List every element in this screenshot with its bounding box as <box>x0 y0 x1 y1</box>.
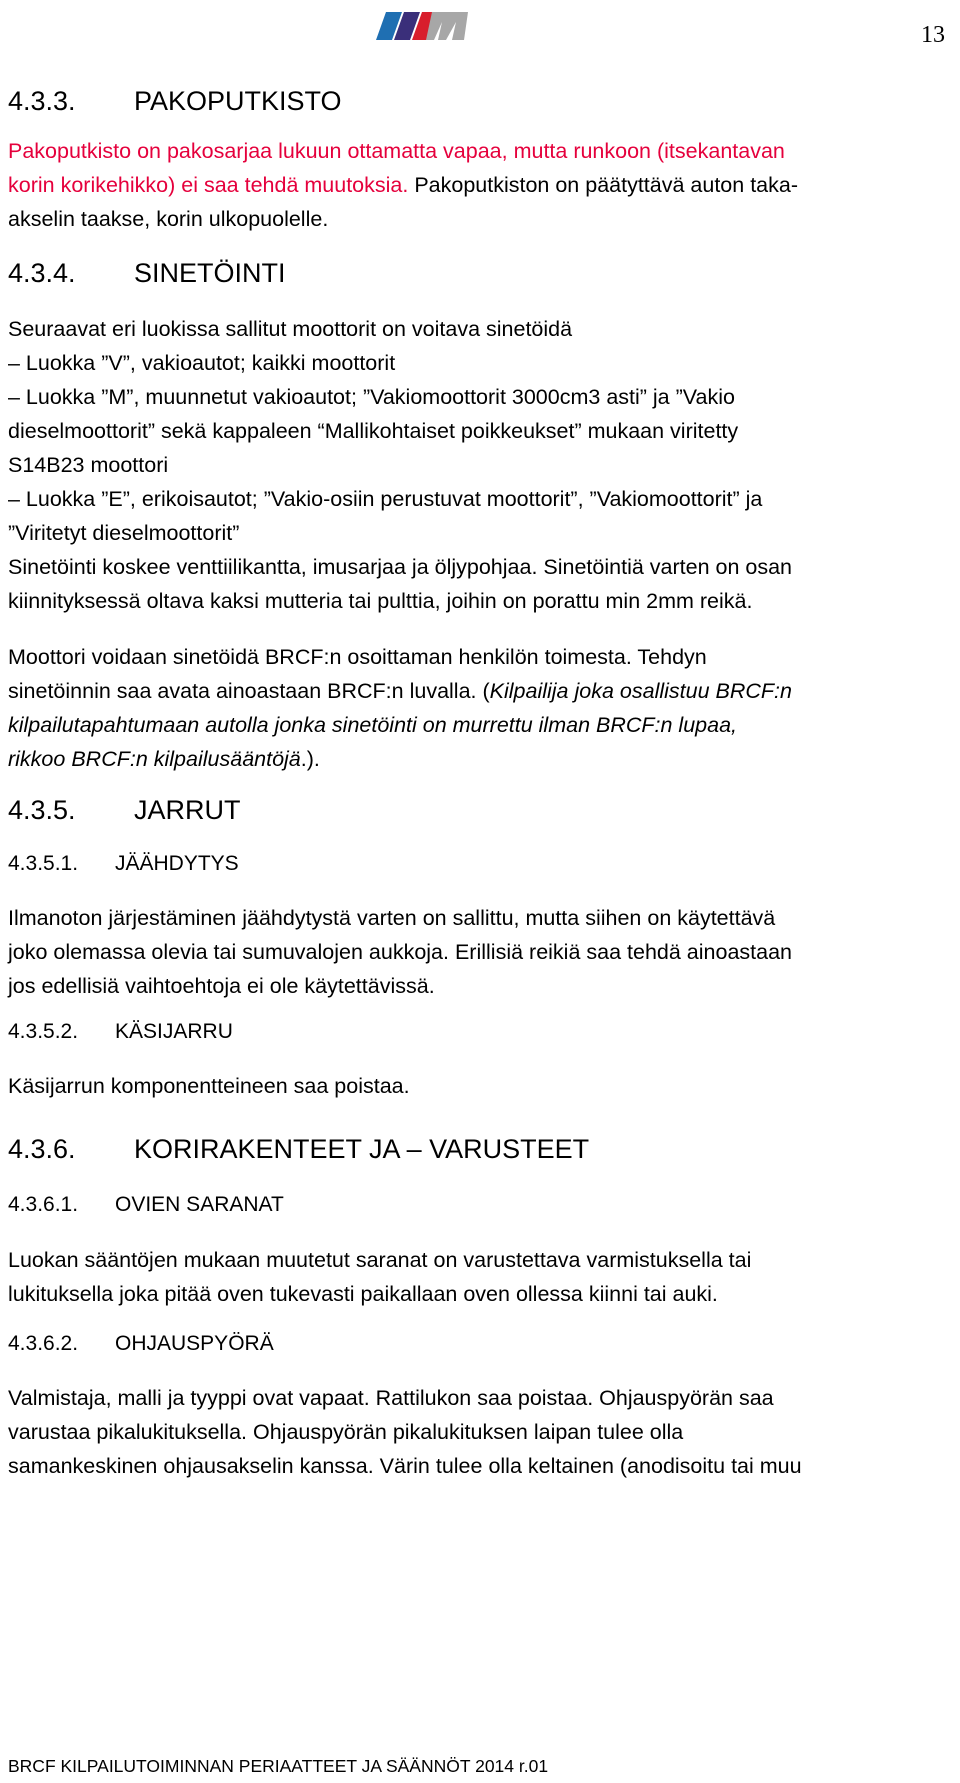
subsection-number: 4.3.6.2. <box>8 1332 79 1355</box>
text-line: lukituksella joka pitää oven tukevasti paikallaan oven ollessa kiinni tai auki. <box>8 1282 718 1306</box>
text-line: kiinnityksessä oltava kaksi mutteria tai pulttia, joihin on porattu min 2mm reikä. <box>8 589 753 613</box>
paragraph-ohjauspyora <box>8 1381 952 1483</box>
heading-4-3-6 <box>8 1134 589 1165</box>
text-line: S14B23 moottori <box>8 453 169 477</box>
text-line: ”Viritetyt dieselmoottorit” <box>8 521 240 545</box>
bmw-m-logo-icon <box>372 8 470 44</box>
subsection-title: JÄÄHDYTYS <box>115 852 239 875</box>
text-line: Pakoputkiston on päätyttävä auton taka- <box>408 173 798 197</box>
text-line-italic: Kilpailija joka osallistuu BRCF:n <box>489 679 792 703</box>
text-line: Valmistaja, malli ja tyyppi ovat vapaat. Rattilukon saa poistaa. Ohjauspyörän saa <box>8 1386 774 1410</box>
text-line: Käsijarrun komponentteineen saa poistaa. <box>8 1074 410 1098</box>
text-line: – Luokka ”E”, erikoisautot; ”Vakio-osiin perustuvat moottorit”, ”Vakiomoottorit” ja <box>8 487 763 511</box>
paragraph-kasijarru <box>8 1069 952 1103</box>
section-number: 4.3.3. <box>8 86 76 116</box>
text-line: dieselmoottorit” sekä kappaleen “Mallikohtaiset poikkeukset” mukaan viritetty <box>8 419 739 443</box>
heading-4-3-6-1 <box>8 1193 284 1217</box>
page-number: 13 <box>921 22 945 48</box>
text-line: – Luokka ”V”, vakioautot; kaikki moottorit <box>8 351 396 375</box>
text-line: joko olemassa olevia tai sumuvalojen aukkoja. Erillisiä reikiä saa tehdä ainoastaan <box>8 940 792 964</box>
section-number: 4.3.4. <box>8 258 76 288</box>
text-line: Seuraavat eri luokissa sallitut moottorit on voitava sinetöidä <box>8 317 573 341</box>
subsection-number: 4.3.5.1. <box>8 852 79 875</box>
paragraph-jaahdytys <box>8 901 952 1003</box>
text-line-italic: kilpailutapahtumaan autolla jonka sinetöinti on murrettu ilman BRCF:n lupaa, <box>8 713 738 737</box>
page-footer: BRCF KILPAILUTOIMINNAN PERIAATTEET JA SÄÄNNÖT 2014 r.01 <box>8 1756 549 1776</box>
paragraph-sinetointi-kohteet <box>8 550 952 618</box>
heading-4-3-5-1 <box>8 852 239 876</box>
text-line: korin korikehikko) ei saa tehdä muutoksia. <box>8 173 409 197</box>
paragraph-sinetointi-avaus <box>8 640 952 776</box>
text-line: Ilmanoton järjestäminen jäähdytystä varten on sallittu, mutta siihen on käytettävä <box>8 906 776 930</box>
subsection-number: 4.3.6.1. <box>8 1193 79 1216</box>
section-title: SINETÖINTI <box>134 258 286 288</box>
text-line: sinetöinnin saa avata ainoastaan BRCF:n luvalla. ( <box>8 679 490 703</box>
section-title: PAKOPUTKISTO <box>134 86 342 116</box>
section-title: JARRUT <box>134 795 241 825</box>
text-line: .). <box>300 747 320 771</box>
subsection-title: OHJAUSPYÖRÄ <box>115 1332 274 1355</box>
paragraph-pakoputkisto <box>8 134 952 236</box>
text-line: Pakoputkisto on pakosarjaa lukuun ottamatta vapaa, mutta runkoon (itsekantavan <box>8 139 785 163</box>
subsection-number: 4.3.5.2. <box>8 1020 79 1043</box>
heading-4-3-6-2 <box>8 1332 274 1356</box>
text-line: samankeskinen ohjausakselin kanssa. Värin tulee olla keltainen (anodisoitu tai muu <box>8 1454 802 1478</box>
text-line: Sinetöinti koskee venttiilikantta, imusarjaa ja öljypohjaa. Sinetöintiä varten on osan <box>8 555 793 579</box>
text-line: Luokan sääntöjen mukaan muutetut saranat on varustettava varmistuksella tai <box>8 1248 752 1272</box>
subsection-title: OVIEN SARANAT <box>115 1193 284 1216</box>
section-number: 4.3.6. <box>8 1134 76 1164</box>
section-number: 4.3.5. <box>8 795 76 825</box>
paragraph-sinetointi-luokat <box>8 312 952 550</box>
heading-4-3-4 <box>8 258 286 289</box>
text-line: varustaa pikalukituksella. Ohjauspyörän pikalukituksen laipan tulee olla <box>8 1420 684 1444</box>
paragraph-ovien-saranat <box>8 1243 952 1311</box>
subsection-title: KÄSIJARRU <box>115 1020 233 1043</box>
text-line: – Luokka ”M”, muunnetut vakioautot; ”Vakiomoottorit 3000cm3 asti” ja ”Vakio <box>8 385 735 409</box>
text-line-italic: rikkoo BRCF:n kilpailusääntöjä <box>8 747 301 771</box>
heading-4-3-3 <box>8 86 342 117</box>
heading-4-3-5-2 <box>8 1020 233 1044</box>
section-title: KORIRAKENTEET JA – VARUSTEET <box>134 1134 590 1164</box>
text-line: akselin taakse, korin ulkopuolelle. <box>8 207 329 231</box>
heading-4-3-5 <box>8 795 241 826</box>
text-line: Moottori voidaan sinetöidä BRCF:n osoittaman henkilön toimesta. Tehdyn <box>8 645 707 669</box>
text-line: jos edellisiä vaihtoehtoja ei ole käytettävissä. <box>8 974 435 998</box>
